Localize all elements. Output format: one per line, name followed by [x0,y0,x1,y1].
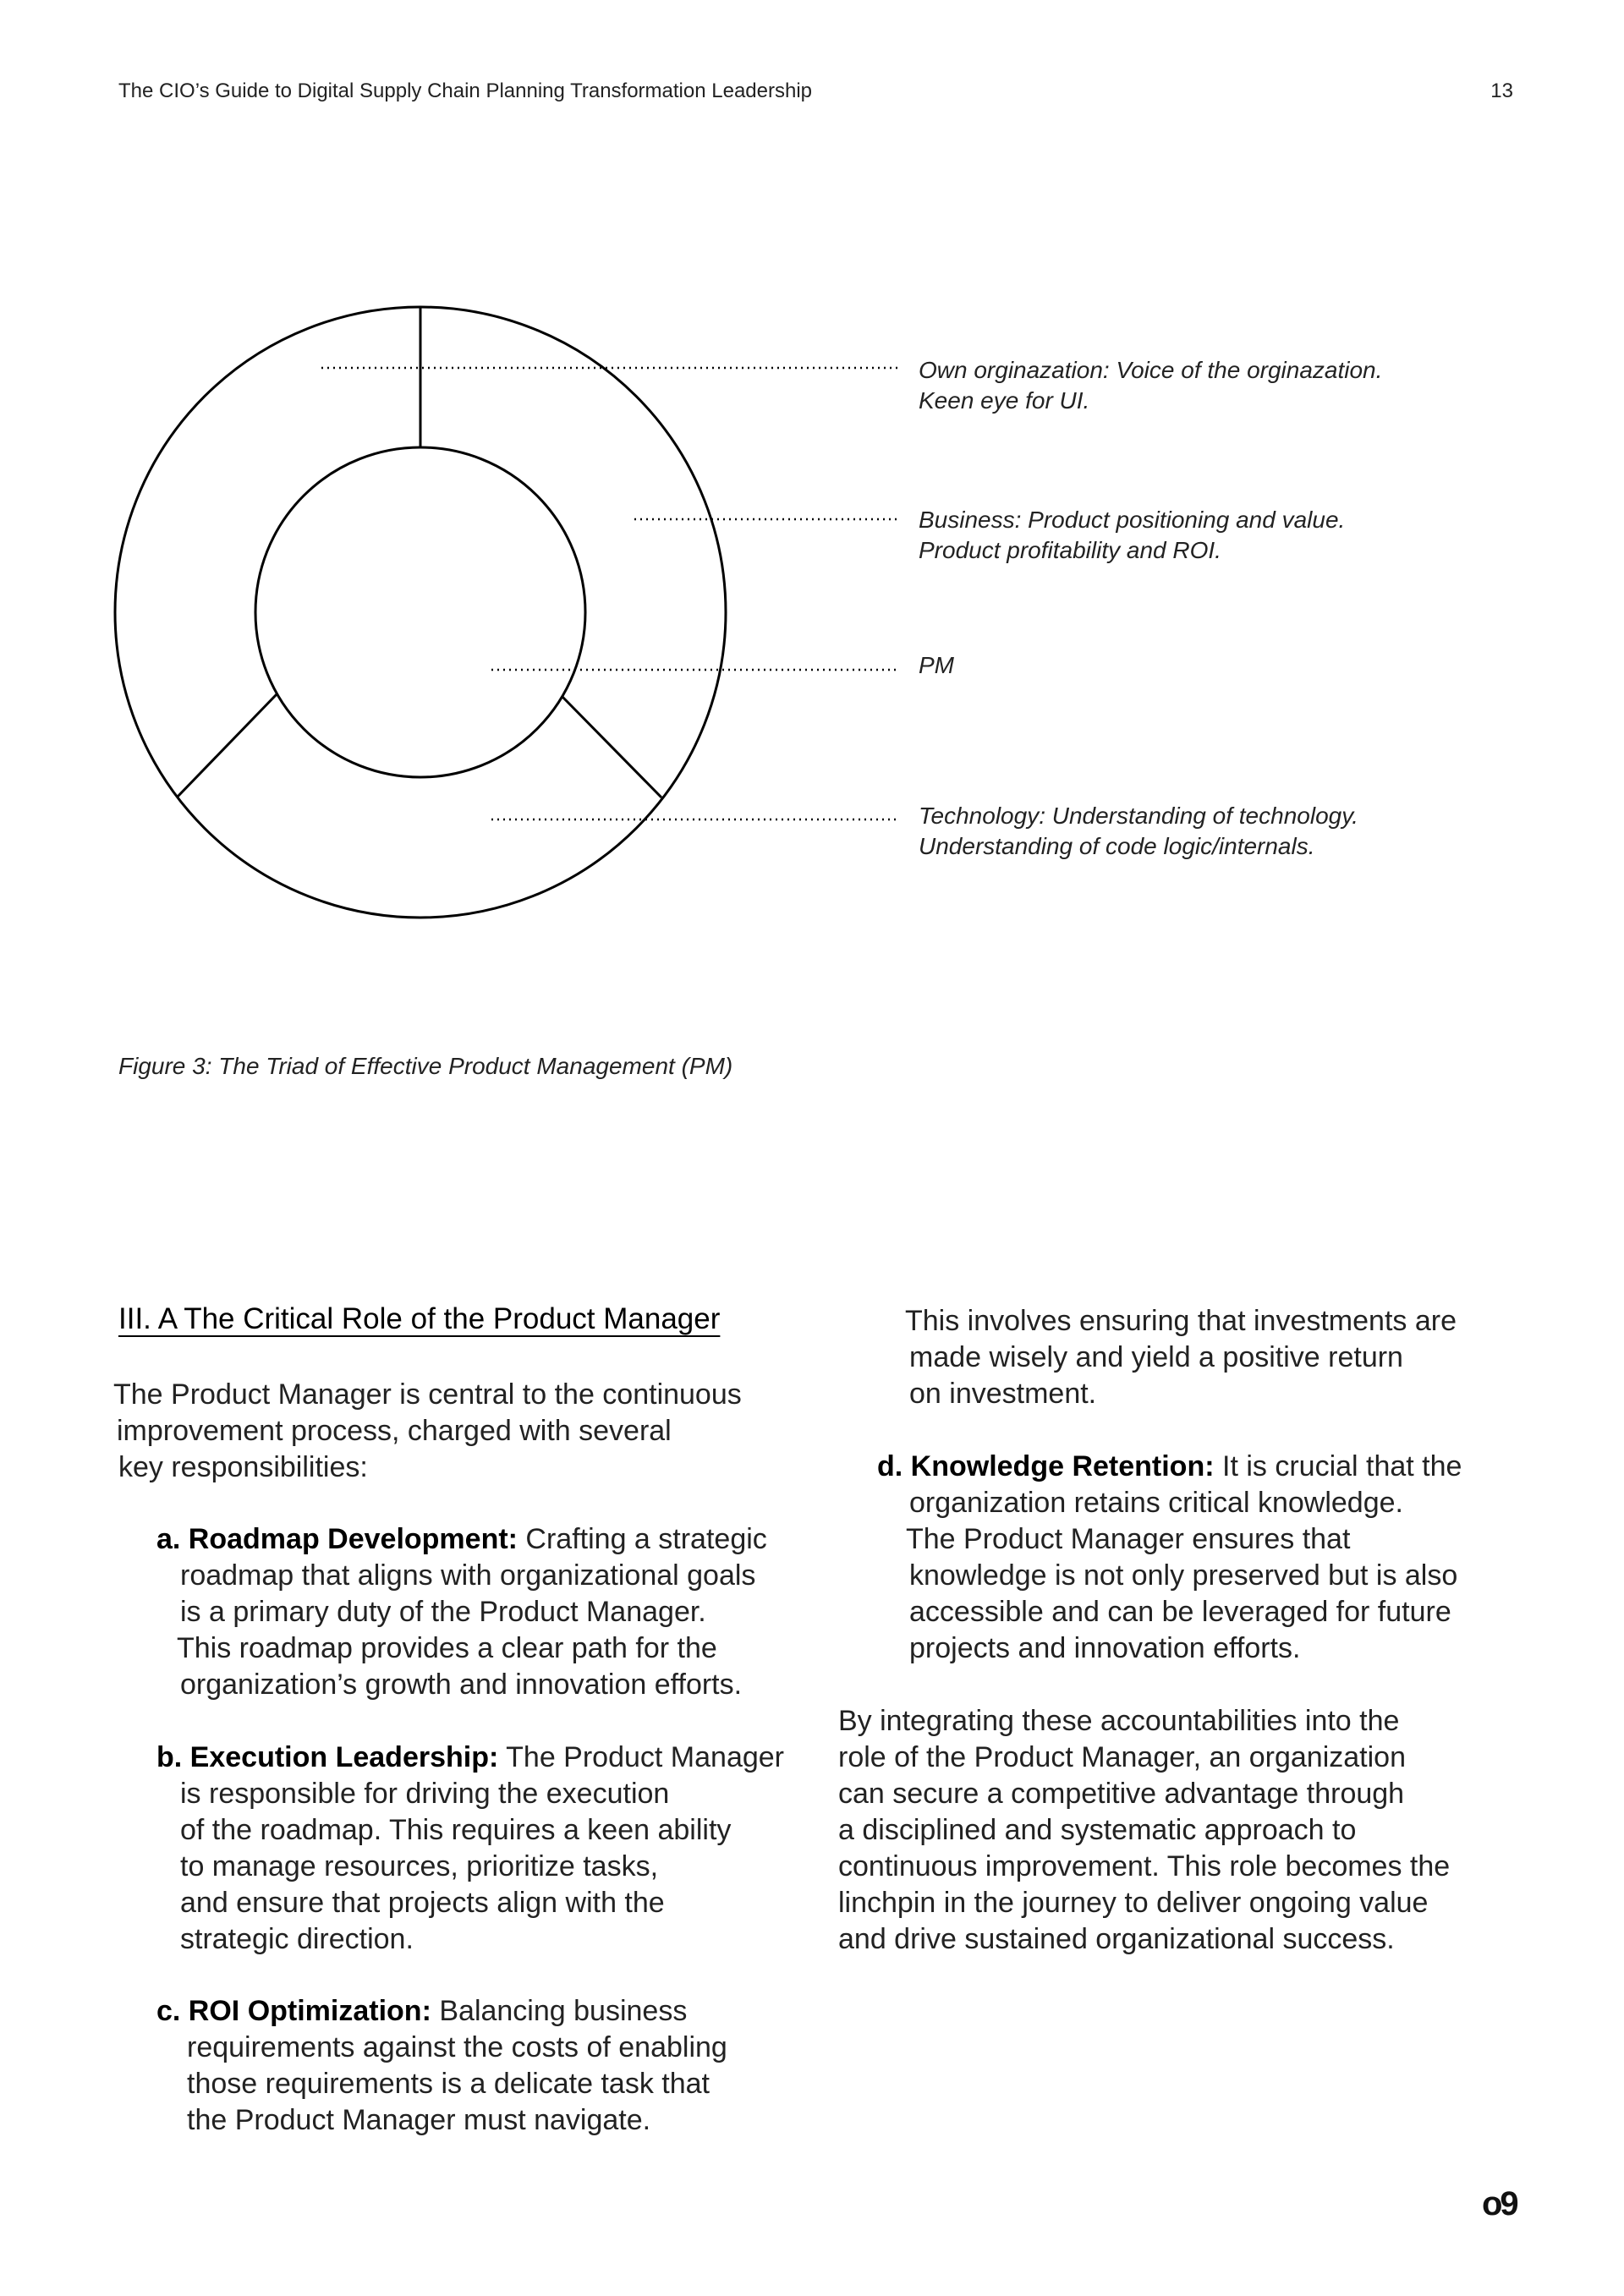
intro-paragraph: The Product Manager is central to the continuous improvement process, charged with several key responsibilities: [113,1378,742,1483]
label-organization: Own orginazation: Voice of the orginazation. Keen eye for UI. [919,357,1383,414]
item-roi: c. ROI Optimization: Balancing business requirements against the costs of enabling those requirements is a delicate task that the Product Manager must navigate. [156,1995,727,2136]
o9-logo: o9 [1482,2185,1517,2222]
item-execution: b. Execution Leadership: The Product Manager is responsible for driving the execution of the roadmap. This requires a keen ability to manage resources, prioritize tasks, and ensure that projects align with the strategic direction. [156,1741,784,1955]
figure-caption: Figure 3: The Triad of Effective Product Management (PM) [118,1053,733,1079]
label-business: Business: Product positioning and value. Product profitability and ROI. [919,507,1346,563]
item-roi-continued: This involves ensuring that investments are made wisely and yield a positive return on investment. [905,1305,1457,1410]
divider-left [178,694,277,797]
item-knowledge: d. Knowledge Retention: It is crucial that the organization retains critical knowledge. The Product Manager ensures that knowledge is not only preserved but is also accessible and can be leveraged for future projects and innovation efforts. [877,1450,1462,1664]
closing-paragraph: By integrating these accountabilities into the role of the Product Manager, an organization can secure a competitive advantage through a disciplined and systematic approach to continuous improvement. This role becomes the linchpin in the journey to deliver ongoing value and drive sustained organizational success. [838,1705,1451,1955]
label-technology: Technology: Understanding of technology. Understanding of code logic/internals. [919,803,1358,859]
triad-diagram [0,0,1624,1015]
inner-circle-pm [255,447,585,777]
divider-right [562,697,661,797]
page-number: 13 [1490,79,1513,102]
label-pm: PM [919,652,954,678]
item-roadmap: a. Roadmap Development: Crafting a strategic roadmap that aligns with organizational goals is a primary duty of the Product Manager. This roadmap provides a clear path for the organization’s growth and innovation efforts. [156,1523,767,1701]
document-title: The CIO’s Guide to Digital Supply Chain Planning Transformation Leadership [118,79,813,102]
section-heading: III. A The Critical Role of the Product Manager [118,1302,721,1335]
